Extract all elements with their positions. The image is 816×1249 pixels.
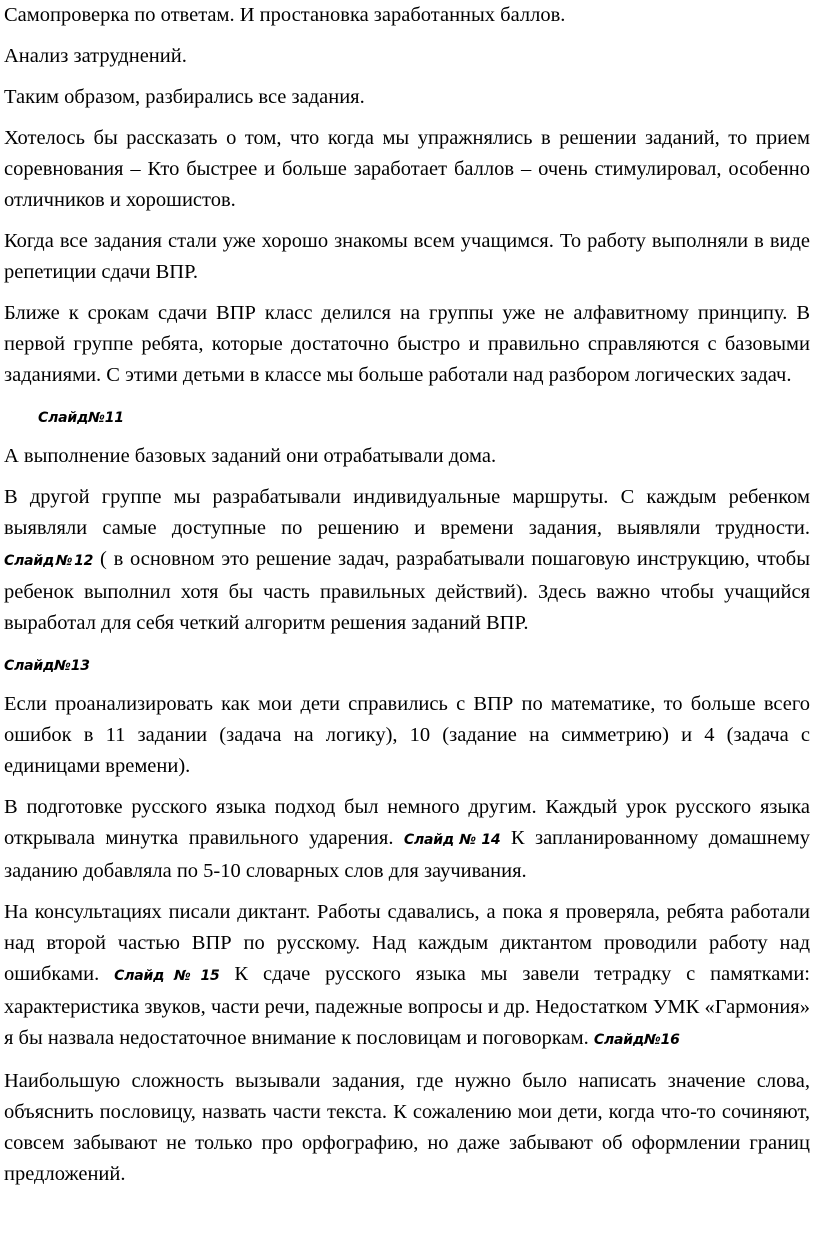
paragraph: Таким образом, разбирались все задания. <box>4 86 365 108</box>
paragraph <box>4 482 810 639</box>
paragraph: Наибольшую сложность вызывали задания, где нужно было написать значение слова, объяснить пословицу, назвать части текста. К сожалению мои дети, когда что-то сочиняют, совсем забывают не только про орфографию, но даже забывают об оформлении границ предложений. <box>4 1070 810 1185</box>
paragraph: Самопроверка по ответам. И простановка заработанных баллов. <box>4 4 566 26</box>
paragraph: Ближе к срокам сдачи ВПР класс делился на группы уже не алфавитному принципу. В первой группе ребята, которые достаточно быстро и правильно справляются с базовыми заданиями. С этими детьми в классе мы больше работали над разбором логических задач. <box>4 302 810 386</box>
paragraph: Если проанализировать как мои дети справились с ВПР по математике, то больше всего ошибок в 11 задании (задача на логику), 10 (задание на симметрию) и 4 (задача с единицами времени). <box>4 693 810 777</box>
paragraph-text: В другой группе мы разрабатывали индивидуальные маршруты. С каждым ребенком выявляли самые доступные по решению и времени задания, выявляли трудности. <box>4 486 810 539</box>
paragraph: Хотелось бы рассказать о том, что когда мы упражнялись в решении заданий, то прием соревнования – Кто быстрее и больше заработает баллов – очень стимулировал, особенно отличников и хорошистов. <box>4 127 810 211</box>
paragraph-text: ( в основном это решение задач, разрабатывали пошаговую инструкцию, чтобы ребенок выполнил хотя бы часть правильных действий). Здесь важно чтобы учащийся выработал для себя четкий алгоритм решения заданий ВПР. <box>4 548 810 634</box>
paragraph-text: В подготовке русского языка подход был немного другим. Каждый урок русского языка открывала минутка правильного ударения. <box>4 796 810 849</box>
slide-label: Слайд№13 <box>4 658 90 674</box>
slide-label: Слайд№12 <box>4 553 94 569</box>
paragraph-text: К запланированному домашнему заданию добавляла по 5-10 словарных слов для заучивания. <box>4 827 810 882</box>
paragraph <box>4 897 810 1056</box>
paragraph <box>4 792 810 887</box>
slide-label: Слайд№11 <box>38 410 124 426</box>
paragraph-text: На консультациях писали диктант. Работы сдавались, а пока я проверяла, ребята работали над второй частью ВПР по русскому. Над каждым диктантом проводили работу над ошибками. <box>4 901 810 985</box>
paragraph: Анализ затруднений. <box>4 45 187 67</box>
paragraph: А выполнение базовых заданий они отрабатывали дома. <box>4 445 497 467</box>
slide-label: Слайд№15 <box>114 968 220 984</box>
slide-label: Слайд№14 <box>403 832 501 848</box>
paragraph-text: К сдаче русского языка мы завели тетрадку с памятками: характеристика звуков, части речи, падежные вопросы и др. Недостатком УМК «Гармония» я бы назвала недостаточное внимание к пословицам и поговоркам. <box>4 963 810 1049</box>
slide-label: Слайд№16 <box>593 1032 680 1048</box>
slide-marker-line <box>4 401 810 432</box>
paragraph: Когда все задания стали уже хорошо знакомы всем учащимся. То работу выполняли в виде репетиции сдачи ВПР. <box>4 230 810 283</box>
slide-marker-line <box>4 649 810 680</box>
